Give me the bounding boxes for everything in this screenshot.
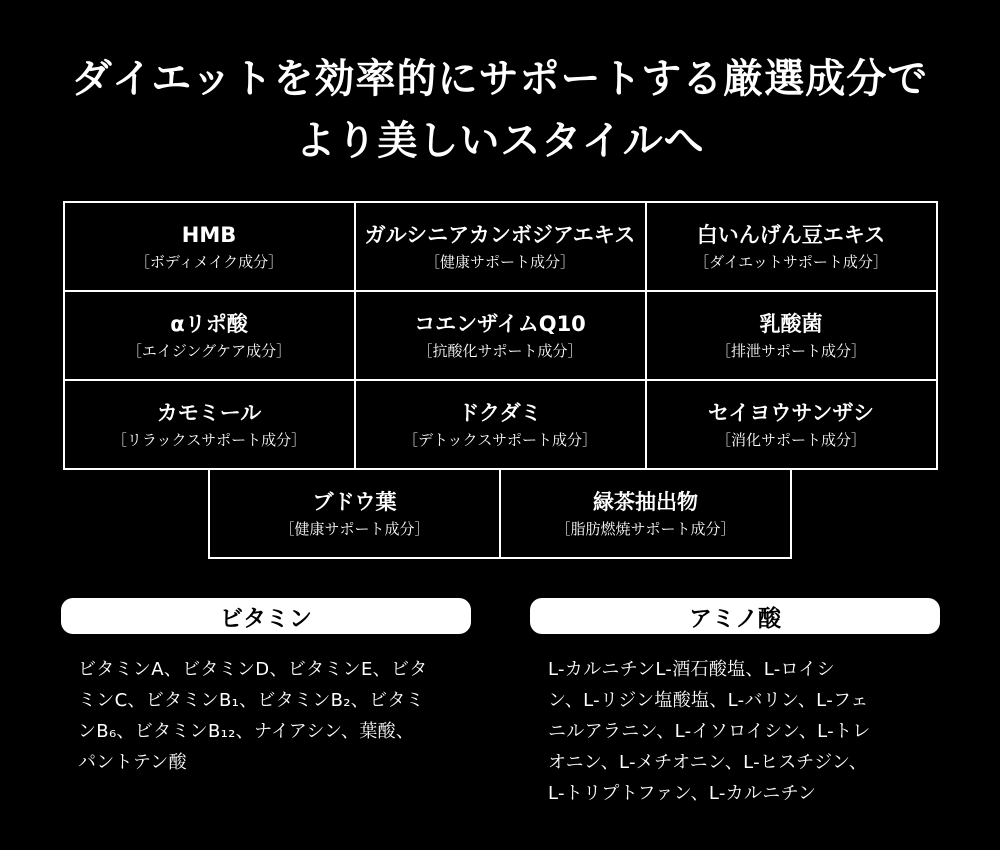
- ingredient-row: [60, 381, 940, 470]
- vitamins-list: [78, 654, 428, 778]
- ingredient-name: ブドウ葉: [312, 489, 397, 514]
- ingredient-name: 緑茶抽出物: [593, 489, 698, 514]
- ingredient-name: コエンザイムQ10: [414, 311, 586, 336]
- ingredient-name: ガルシニアカンボジアエキス: [364, 222, 636, 247]
- vitamins-line: パントテン酸: [78, 752, 187, 773]
- amino-line: ニルアラニン、L-イソロイシン、L-トレ: [548, 721, 871, 742]
- amino-list: [548, 654, 871, 809]
- ingredient-name: αリポ酸: [170, 311, 248, 336]
- ingredient-cell-dokudami: [354, 379, 647, 470]
- headline: [0, 48, 1000, 172]
- ingredient-row: [60, 201, 940, 292]
- ingredient-role: ［抗酸化サポート成分］: [417, 341, 583, 360]
- ingredient-name: カモミール: [156, 400, 262, 425]
- amino-line: オニン、L-メチオニン、L-ヒスチジン、: [548, 752, 868, 773]
- ingredient-name: セイヨウサンザシ: [708, 400, 874, 425]
- ingredient-row: [60, 470, 940, 559]
- ingredient-name: 乳酸菌: [759, 311, 823, 336]
- ingredient-cell-hawthorn: [645, 379, 938, 470]
- ingredient-role: ［健康サポート成分］: [279, 519, 430, 538]
- ingredient-role: ［エイジングケア成分］: [126, 341, 292, 360]
- ingredient-role: ［脂肪燃焼サポート成分］: [555, 519, 736, 538]
- amino-heading: [530, 598, 940, 634]
- headline-line-1: ダイエットを効率的にサポートする厳選成分で: [71, 55, 929, 102]
- vitamins-line: ビタミンA、ビタミンD、ビタミンE、ビタ: [78, 659, 428, 680]
- ingredient-name: HMB: [181, 222, 237, 247]
- vitamins-title: ビタミン: [220, 605, 312, 632]
- amino-line: ン、L-リジン塩酸塩、L-バリン、L-フェ: [548, 690, 869, 711]
- ingredient-row: [60, 292, 940, 381]
- amino-line: L-トリプトファン、L-カルニチン: [548, 783, 817, 804]
- ingredient-role: ［リラックスサポート成分］: [111, 430, 307, 449]
- ingredient-cell-grape-leaf: [208, 468, 501, 559]
- ingredient-cell-chamomile: [63, 379, 356, 470]
- vitamins-heading: [61, 598, 471, 634]
- headline-line-2: より美しいスタイルへ: [295, 117, 705, 164]
- ingredient-cell-hmb: [63, 201, 356, 292]
- ingredient-cell-alpha-lipoic-acid: [63, 290, 356, 381]
- ingredient-role: ［排泄サポート成分］: [715, 341, 866, 360]
- ingredient-cell-white-kidney-bean: [645, 201, 938, 292]
- ingredient-cell-garcinia: [354, 201, 647, 292]
- ingredient-role: ［健康サポート成分］: [424, 252, 575, 271]
- ingredient-name: 白いんげん豆エキス: [696, 222, 886, 247]
- ingredient-role: ［ボディメイク成分］: [134, 252, 284, 271]
- ingredient-cell-green-tea-extract: [499, 468, 792, 559]
- ingredient-cell-coq10: [354, 290, 647, 381]
- vitamins-line: ンB₆、ビタミンB₁₂、ナイアシン、葉酸、: [78, 721, 415, 742]
- ingredient-role: ［デトックスサポート成分］: [402, 430, 598, 449]
- ingredient-grid: [60, 201, 940, 559]
- ingredient-role: ［ダイエットサポート成分］: [694, 252, 888, 271]
- ingredient-cell-lactic-acid-bacteria: [645, 290, 938, 381]
- amino-title: アミノ酸: [689, 605, 781, 632]
- amino-line: L-カルニチンL-酒石酸塩、L-ロイシ: [548, 659, 835, 680]
- ingredient-role: ［消化サポート成分］: [715, 430, 866, 449]
- vitamins-line: ミンC、ビタミンB₁、ビタミンB₂、ビタミ: [78, 690, 424, 711]
- ingredient-name: ドクダミ: [458, 400, 542, 425]
